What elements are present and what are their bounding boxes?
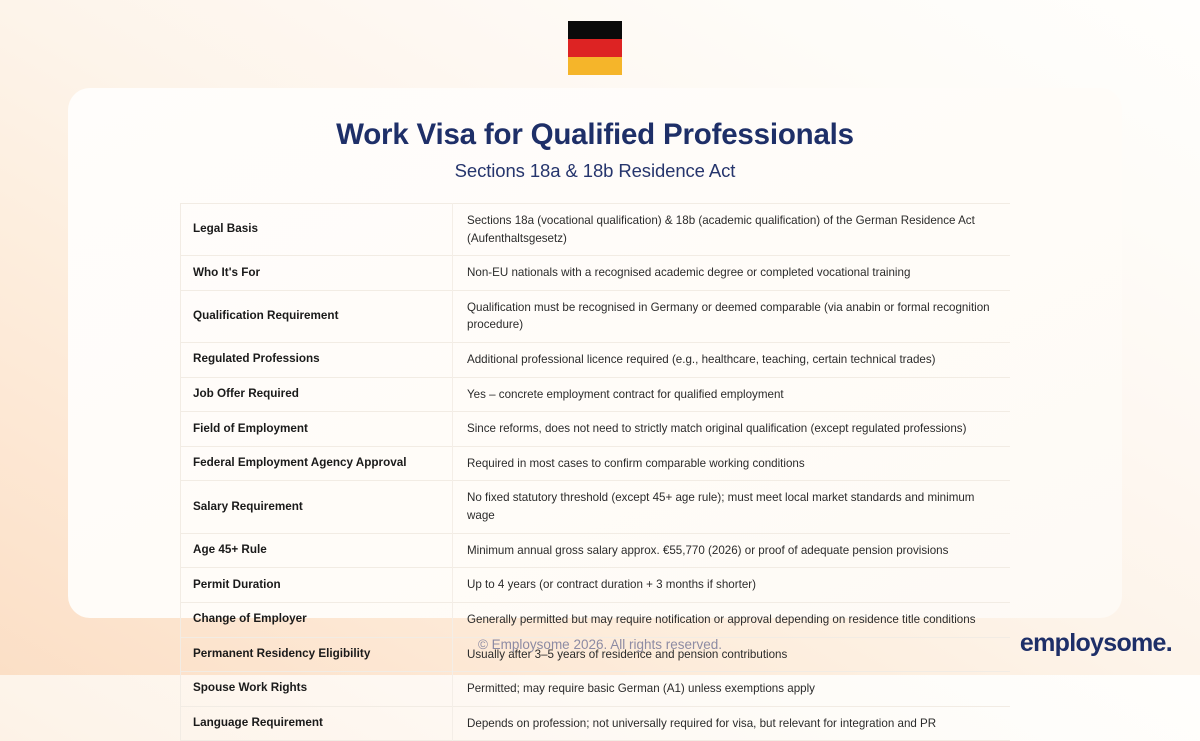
page-title: Work Visa for Qualified Professionals [336, 118, 854, 151]
row-label: Regulated Professions [181, 343, 453, 378]
row-label: Language Requirement [181, 706, 453, 741]
row-label: Permit Duration [181, 568, 453, 603]
row-label: Legal Basis [181, 204, 453, 256]
employsome-logo: employsome. [1019, 629, 1172, 657]
table-row [181, 412, 1011, 447]
table-row [181, 568, 1011, 603]
table-row [181, 290, 1011, 342]
flag-band-red [568, 39, 622, 57]
table-body [181, 204, 1011, 741]
row-value: Permitted; may require basic German (A1) unless exemptions apply [467, 682, 815, 696]
row-label: Permanent Residency Eligibility [181, 637, 453, 672]
row-value: Since reforms, does not need to strictly match original qualification (except regulated professions) [467, 422, 967, 436]
table-row [181, 377, 1011, 412]
row-label: Salary Requirement [181, 481, 453, 533]
row-value: Depends on profession; not universally required for visa, but relevant for integration and PR [467, 716, 937, 730]
row-value: Sections 18a (vocational qualification) & 18b (academic qualification) of the German Residence Act (Aufenthaltsgesetz) [467, 214, 975, 245]
row-value: Yes – concrete employment contract for qualified employment [467, 387, 784, 401]
table-row [181, 602, 1011, 637]
page-subtitle: Sections 18a & 18b Residence Act [454, 160, 736, 181]
table-row [181, 481, 1011, 533]
table-row [181, 204, 1011, 256]
row-value: Additional professional licence required (e.g., healthcare, teaching, certain technical trades) [467, 353, 936, 367]
row-label: Federal Employment Agency Approval [181, 446, 453, 481]
row-label: Age 45+ Rule [181, 533, 453, 568]
row-label: Job Offer Required [181, 377, 453, 412]
flag-band-gold [568, 57, 622, 75]
row-label: Spouse Work Rights [181, 672, 453, 707]
row-label: Who It's For [181, 256, 453, 291]
row-label: Change of Employer [181, 602, 453, 637]
row-value: Usually after 3–5 years of residence and pension contributions [467, 647, 788, 661]
row-value: Up to 4 years (or contract duration + 3 months if shorter) [467, 578, 757, 592]
table-row [181, 706, 1011, 741]
table-row [181, 343, 1011, 378]
german-flag-icon [568, 21, 622, 75]
row-value: Non-EU nationals with a recognised academic degree or completed vocational training [467, 266, 911, 280]
table-row [181, 256, 1011, 291]
row-value: Qualification must be recognised in Germany or deemed comparable (via anabin or formal recognition procedure) [467, 300, 990, 332]
row-value: Generally permitted but may require notification or approval depending on residence title conditions [467, 612, 976, 626]
footer-copyright: © Employsome 2026. All rights reserved. [477, 637, 723, 652]
row-value: Minimum annual gross salary approx. €55,770 (2026) or proof of adequate pension provisions [467, 543, 949, 557]
row-label: Field of Employment [181, 412, 453, 447]
row-value: Required in most cases to confirm comparable working conditions [467, 456, 805, 470]
flag-band-black [568, 21, 622, 39]
row-value: No fixed statutory threshold (except 45+ age rule); must meet local market standards and minimum wage [467, 491, 975, 523]
visa-specification-table [180, 203, 1010, 741]
table-row [181, 446, 1011, 481]
table-row [181, 533, 1011, 568]
table-row [181, 672, 1011, 707]
row-label: Qualification Requirement [181, 290, 453, 342]
